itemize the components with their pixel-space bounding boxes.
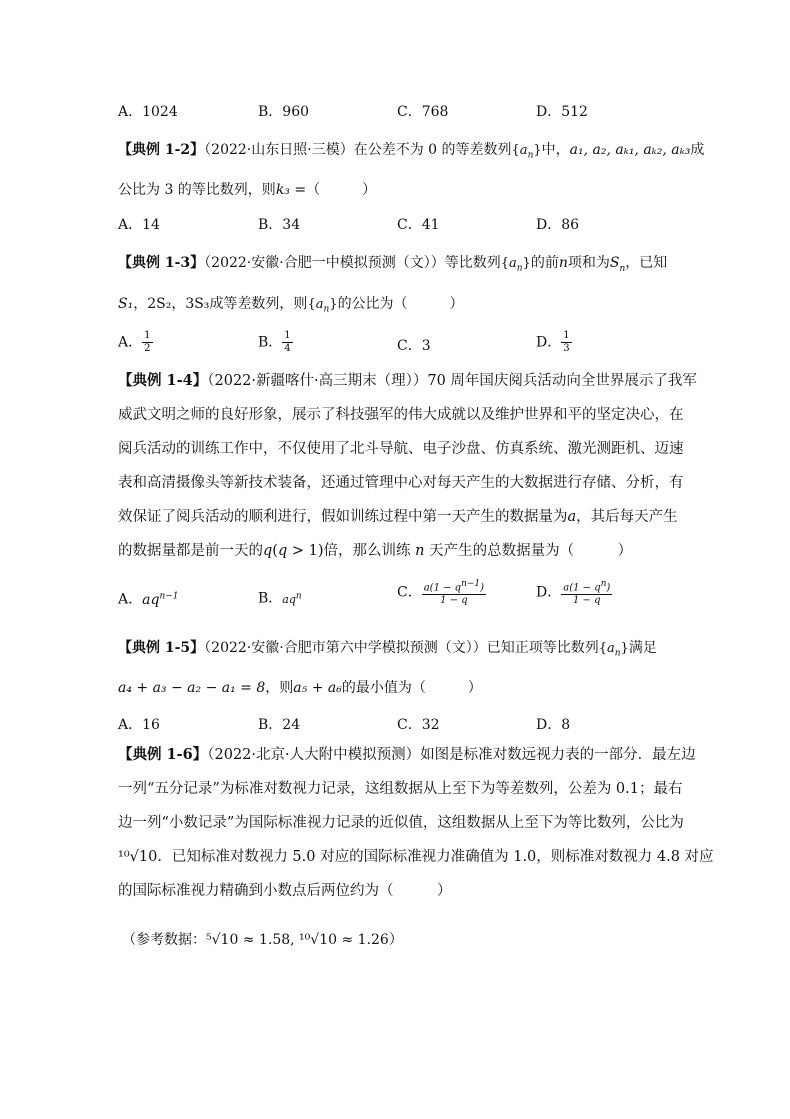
question-line: 威武文明之师的良好形象，展示了科技强军的伟大成就以及维护世界和平的坚定决心，在 xyxy=(118,407,684,423)
option-b: B．24 xyxy=(258,717,301,733)
option-d xyxy=(536,578,612,607)
question-source: （2022·安徽·合肥一中模拟预测（文）） xyxy=(204,255,445,271)
option-b xyxy=(258,586,302,610)
question-text: 效保证了阅兵活动的顺利进行，假如训练过程中第一天产生的数据量为 xyxy=(118,509,568,525)
question-text: 70 周年国庆阅兵活动向全世界展示了我军 xyxy=(427,373,697,389)
question-1-5 xyxy=(118,638,657,664)
question-text: ，已知 xyxy=(625,255,668,271)
numerator: 1 xyxy=(563,330,570,341)
option-a: A．14 xyxy=(118,217,160,233)
fraction xyxy=(142,330,152,355)
sequence-an: $\{a_n\}$ xyxy=(307,297,338,315)
option-c: C．41 xyxy=(397,217,440,233)
option-d: D．512 xyxy=(536,104,588,120)
option-b: B．34 xyxy=(258,217,301,233)
question-line: 表和高清摄像头等新技术装备，还通过管理中心对每天产生的大数据进行存储、分析，有 xyxy=(118,475,684,491)
question-text: 成 xyxy=(690,142,705,158)
option-label: A． xyxy=(118,334,143,351)
option-b: B．960 xyxy=(258,104,310,120)
question-source: （2022·北京·人大附中模拟预测） xyxy=(207,747,421,763)
option-label: D． xyxy=(536,584,562,601)
option-c: C．768 xyxy=(397,104,449,120)
question-1-5-line2 xyxy=(118,678,482,698)
option-formula: $aq^n$ xyxy=(282,591,302,606)
question-text: 的公比为（ ） xyxy=(337,296,464,312)
question-text: 的最小值为（ ） xyxy=(341,680,482,696)
reference-data: （参考数据：⁵√10 ≈ 1.58, ¹⁰√10 ≈ 1.26） xyxy=(122,932,403,948)
question-line xyxy=(118,364,697,398)
question-text: 项和为 xyxy=(567,255,610,271)
fraction xyxy=(561,578,612,607)
math-a: a xyxy=(567,509,577,525)
numerator: $a(1 - q^n)$ xyxy=(563,579,611,594)
sequence-an: $\{a_n\}$ xyxy=(500,256,531,274)
question-line: 的数据量都是前一天的q(q > 1)倍，那么训练 n 天产生的总数据量为（ ） xyxy=(118,543,633,559)
sequence-terms: a₁, a₂, aₖ₁, aₖ₂, aₖ₃ xyxy=(569,142,691,158)
question-line xyxy=(118,738,696,772)
question-1-6 xyxy=(118,738,714,908)
question-text: 成等差数列，则 xyxy=(209,296,308,312)
question-tag: 【典例 1-5】 xyxy=(118,640,205,656)
fraction xyxy=(282,330,292,355)
question-source: （2022·安徽·合肥市第六中学模拟预测（文）） xyxy=(204,640,487,656)
option-d: D．86 xyxy=(536,217,580,233)
question-line: 阅兵活动的训练工作中，不仅使用了北斗导航、电子沙盘、仿真系统、激光测距机、迈速 xyxy=(118,441,684,457)
option-a: A．16 xyxy=(118,717,160,733)
math-k3: k₃ = xyxy=(275,182,307,198)
math-terms: ，2S₂，3S₃ xyxy=(133,296,210,312)
question-tag: 【典例 1-4】 xyxy=(118,372,208,389)
question-line: 一列“五分记录”为标准对数视力记录，这组数据从上至下为等差数列，公差为 0.1；最右 xyxy=(118,781,683,797)
math-root: ¹⁰√10 xyxy=(118,849,158,865)
question-1-4 xyxy=(118,364,697,568)
question-text: 已知正项等比数列 xyxy=(486,640,599,656)
denominator: 3 xyxy=(563,343,570,354)
question-tag: 【典例 1-2】 xyxy=(118,142,205,158)
math-expression: a₅ + a₆ xyxy=(293,680,342,696)
question-text: ，其后每天产生 xyxy=(576,509,678,525)
denominator: 1 − q xyxy=(573,595,601,607)
question-tag: 【典例 1-6】 xyxy=(118,746,208,763)
option-c: C．32 xyxy=(397,717,440,733)
sequence-an: $\{a_n\}$ xyxy=(511,143,542,161)
question-1-2-line2 xyxy=(118,180,376,200)
sequence-an: $\{a_n\}$ xyxy=(598,641,629,659)
denominator: 4 xyxy=(284,343,291,354)
option-label: D． xyxy=(536,334,562,351)
question-line xyxy=(118,500,678,534)
question-line xyxy=(118,840,714,874)
math-sn: $S_n$ xyxy=(609,255,626,274)
denominator: 2 xyxy=(144,343,151,354)
option-a: A．1024 xyxy=(118,104,178,120)
math-s1: S₁ xyxy=(118,296,134,312)
question-text: 如图是标准对数远视力表的一部分．最左边 xyxy=(420,747,696,763)
numerator: 1 xyxy=(284,330,291,341)
question-text: 天产生的总数据量为（ ） xyxy=(429,543,633,559)
math-equation: a₄ + a₃ − a₂ − a₁ = 8 xyxy=(118,680,266,696)
option-d xyxy=(536,330,572,355)
option-a xyxy=(118,330,153,355)
question-text: 的前 xyxy=(530,255,559,271)
option-label: C． xyxy=(397,584,422,601)
fraction xyxy=(422,578,486,607)
math-n: n xyxy=(410,543,430,559)
question-text: 在公差不为 0 的等差数列 xyxy=(353,142,512,158)
question-tag: 【典例 1-3】 xyxy=(118,255,205,271)
fraction xyxy=(561,330,571,355)
question-source: （2022·山东日照·三模） xyxy=(204,142,354,158)
question-1-2 xyxy=(118,140,704,166)
option-label: A． xyxy=(118,591,143,608)
option-formula: $aq^{n-1}$ xyxy=(142,591,179,608)
numerator: $a(1 - q^{n-1})$ xyxy=(423,579,485,594)
math-n: n xyxy=(558,255,568,271)
option-d: D．8 xyxy=(536,717,571,733)
question-text: 倍，那么训练 xyxy=(323,543,411,559)
question-text: 的数据量都是前一天的 xyxy=(118,543,263,559)
option-c: C．3 xyxy=(397,338,431,354)
question-text: 满足 xyxy=(628,640,657,656)
question-text: 公比为 3 的等比数列，则 xyxy=(118,182,276,198)
question-1-3 xyxy=(118,253,667,279)
question-text: ，则 xyxy=(265,680,294,696)
option-a xyxy=(118,586,179,610)
question-line: 的国际标准视力精确到小数点后两位约为（ ） xyxy=(118,883,452,899)
math-q: q xyxy=(263,543,273,559)
option-label: B． xyxy=(258,590,283,607)
answer-blank: （ ） xyxy=(306,182,377,198)
question-text: ．已知标准对数视力 5.0 对应的国际标准视力准确值为 1.0，则标准对数视力 4.8 对应 xyxy=(157,849,714,865)
question-1-3-line2 xyxy=(118,294,464,320)
question-line: 边一列“小数记录”为国际标准视力记录的近似值，这组数据从上至下为等比数列，公比为 xyxy=(118,815,684,831)
denominator: 1 − q xyxy=(440,595,468,607)
question-source: （2022·新疆喀什·高三期末（理）） xyxy=(207,373,428,389)
numerator: 1 xyxy=(144,330,151,341)
question-text: 中， xyxy=(541,142,570,158)
question-text: 等比数列 xyxy=(444,255,501,271)
option-b xyxy=(258,330,293,355)
option-c xyxy=(397,578,486,607)
option-label: B． xyxy=(258,334,283,351)
